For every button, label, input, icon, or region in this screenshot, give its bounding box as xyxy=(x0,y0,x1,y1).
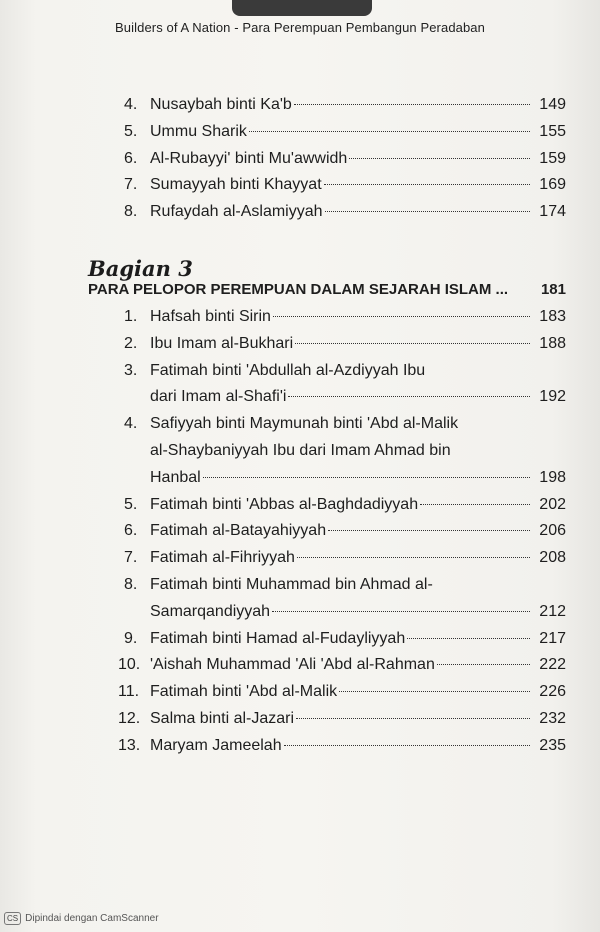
running-header: Builders of A Nation - Para Perempuan Pembangun Peradaban xyxy=(115,20,485,35)
dot-leader xyxy=(349,158,530,159)
entry-title: Al-Rubayyi' binti Mu'awwidh xyxy=(150,149,348,167)
toc-entry-continuation xyxy=(88,465,566,492)
section-page-number: 181 xyxy=(540,281,566,298)
entry-page-number: 155 xyxy=(539,122,566,140)
dot-leader xyxy=(295,343,530,344)
toc-entry xyxy=(88,733,566,760)
entry-title: Fatimah binti 'Abdullah al-Azdiyyah Ibu xyxy=(150,361,426,379)
toc-entry xyxy=(88,545,566,572)
entry-title: Hafsah binti Sirin xyxy=(150,308,271,325)
entry-number: 10. xyxy=(118,656,141,674)
entry-title: Sumayyah binti Khayyat xyxy=(150,176,322,194)
toc-entry xyxy=(88,358,566,385)
toc-entry xyxy=(88,92,566,119)
entry-title: Fatimah binti Hamad al-Fudayliyyah xyxy=(150,629,406,647)
dot-leader xyxy=(273,316,530,317)
toc-entry xyxy=(88,492,566,519)
entry-page-number: 217 xyxy=(539,629,566,647)
entry-page-number: 198 xyxy=(539,468,566,486)
dot-leader xyxy=(324,184,530,185)
scanner-footer xyxy=(4,912,159,925)
dot-leader xyxy=(339,691,530,692)
entry-number: 11. xyxy=(118,683,140,701)
toc-entry xyxy=(88,172,566,199)
entry-title: Fatimah al-Fihriyyah xyxy=(150,549,295,567)
entry-title: Safiyyah binti Maymunah binti 'Abd al-Malik xyxy=(150,415,459,433)
entry-page-number: 235 xyxy=(539,736,566,754)
dot-leader xyxy=(437,664,530,665)
entry-number: 12. xyxy=(118,709,141,727)
entry-page-number: 192 xyxy=(539,388,566,406)
entry-number: 4. xyxy=(124,415,138,433)
entry-page-number: 183 xyxy=(539,308,566,325)
entry-title: Hanbal xyxy=(150,468,201,486)
toc-entry-continuation xyxy=(88,599,566,626)
entry-page-number: 212 xyxy=(539,602,566,620)
toc-entry xyxy=(88,706,566,733)
entry-title: Ummu Sharik xyxy=(150,122,247,140)
entry-number: 13. xyxy=(118,736,141,754)
entry-number: 7. xyxy=(124,549,138,567)
entry-title: Fatimah binti 'Abd al-Malik xyxy=(150,683,338,701)
entry-number: 8. xyxy=(124,203,138,221)
bagian-label: Bagian 3 xyxy=(88,256,193,281)
entry-title: Salma binti al-Jazari xyxy=(150,709,295,727)
entry-number: 5. xyxy=(124,495,138,513)
dot-leader xyxy=(296,718,530,719)
entry-title: al-Shaybaniyyah Ibu dari Imam Ahmad bin xyxy=(150,441,451,459)
toc-entry xyxy=(88,304,566,331)
entry-title: Fatimah al-Batayahiyyah xyxy=(150,522,327,540)
entry-number: 6. xyxy=(124,149,138,167)
toc-entry xyxy=(88,411,566,438)
dot-leader xyxy=(420,504,530,505)
dot-leader xyxy=(203,477,530,478)
binding-tab xyxy=(232,0,372,16)
entry-page-number: 188 xyxy=(539,334,566,352)
toc-list-part-2 xyxy=(88,92,566,226)
entry-title: Fatimah binti 'Abbas al-Baghdadiyyah xyxy=(150,495,419,513)
scanner-footer-text: Dipindai dengan CamScanner xyxy=(25,913,159,924)
entry-number: 5. xyxy=(124,122,138,140)
entry-page-number: 232 xyxy=(539,709,566,727)
toc-entry-continuation xyxy=(88,384,566,411)
toc-entry xyxy=(88,119,566,146)
entry-number: 7. xyxy=(124,176,138,194)
entry-title: Maryam Jameelah xyxy=(150,736,282,754)
toc-entry xyxy=(88,199,566,226)
entry-page-number: 149 xyxy=(539,96,566,113)
section-heading xyxy=(88,278,566,302)
entry-page-number: 174 xyxy=(539,203,566,221)
toc-entry xyxy=(88,679,566,706)
entry-number: 6. xyxy=(124,522,138,540)
dot-leader xyxy=(284,745,530,746)
entry-page-number: 226 xyxy=(539,683,566,701)
toc-entry-continuation xyxy=(88,438,566,465)
entry-page-number: 206 xyxy=(539,522,566,540)
entry-page-number: 202 xyxy=(539,495,566,513)
dot-leader xyxy=(297,557,530,558)
dot-leader xyxy=(407,638,530,639)
entry-number: 9. xyxy=(124,629,138,647)
entry-number: 3. xyxy=(124,361,138,379)
entry-number: 4. xyxy=(124,96,138,113)
entry-number: 8. xyxy=(124,575,138,593)
dot-leader xyxy=(294,104,530,105)
entry-title: Nusaybah binti Ka'b xyxy=(150,96,292,113)
toc-entry xyxy=(88,146,566,173)
entry-title: Fatimah binti Muhammad bin Ahmad al- xyxy=(150,575,433,593)
toc-entry xyxy=(88,518,566,545)
toc-list-part-3 xyxy=(88,304,566,760)
entry-number: 1. xyxy=(124,308,138,325)
dot-leader xyxy=(328,530,530,531)
entry-title: Rufaydah al-Aslamiyyah xyxy=(150,203,323,221)
toc-entry xyxy=(88,626,566,653)
toc-entry xyxy=(88,652,566,679)
camscanner-logo: CS xyxy=(4,912,21,925)
entry-page-number: 208 xyxy=(539,549,566,567)
entry-title: Samarqandiyyah xyxy=(150,602,271,620)
entry-page-number: 159 xyxy=(539,149,566,167)
dot-leader xyxy=(272,611,530,612)
toc-entry xyxy=(88,572,566,599)
dot-leader xyxy=(249,131,530,132)
entry-title: 'Aishah Muhammad 'Ali 'Abd al-Rahman xyxy=(150,656,435,674)
entry-title: dari Imam al-Shafi'i xyxy=(150,388,287,406)
entry-page-number: 222 xyxy=(539,656,566,674)
entry-number: 2. xyxy=(124,334,138,352)
entry-title: Ibu Imam al-Bukhari xyxy=(150,334,294,352)
dot-leader xyxy=(288,396,530,397)
entry-page-number: 169 xyxy=(539,176,566,194)
dot-leader xyxy=(325,211,530,212)
section-title: PARA PELOPOR PEREMPUAN DALAM SEJARAH ISLAM ... xyxy=(88,281,509,298)
toc-entry xyxy=(88,331,566,358)
